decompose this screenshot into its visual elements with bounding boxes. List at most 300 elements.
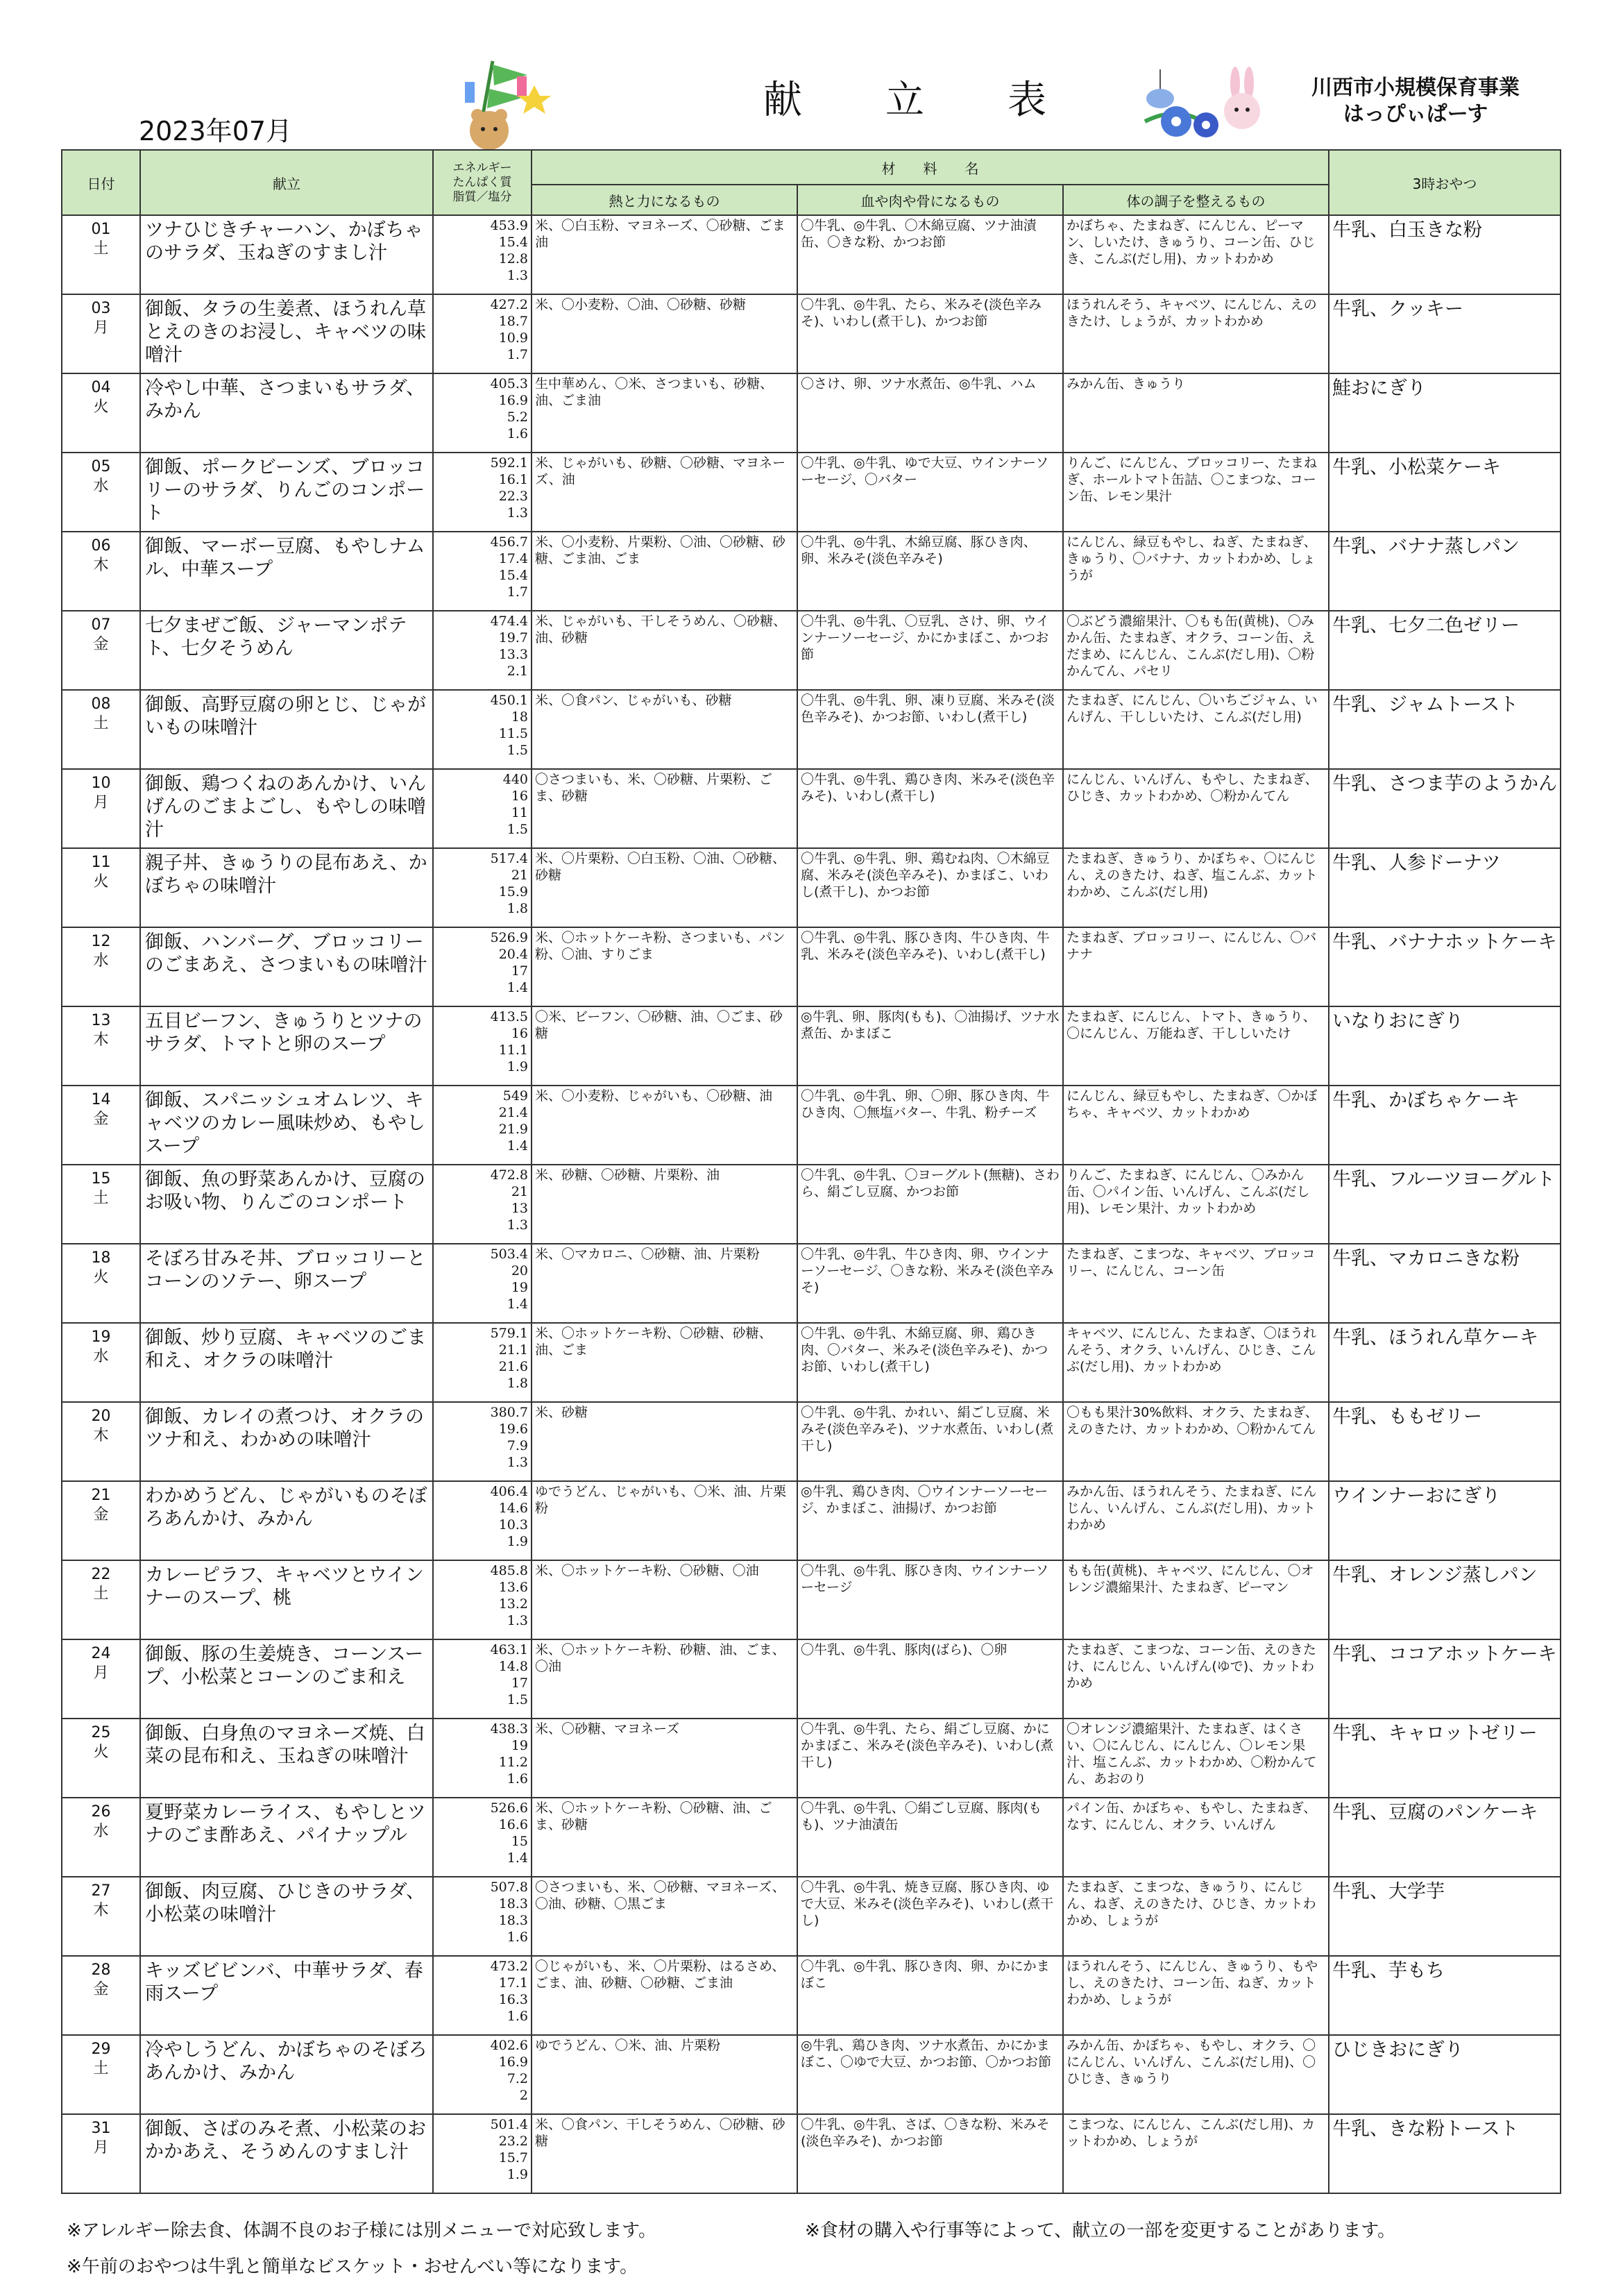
body-food-cell: ほうれんそう、キャベツ、にんじん、えのきたけ、しょうが、カットわかめ <box>1063 294 1329 373</box>
table-row <box>62 2035 1561 2114</box>
salt-value: 1.6 <box>507 2009 528 2024</box>
nutrition-cell <box>433 1244 532 1323</box>
fat-value: 15.4 <box>498 568 528 583</box>
fat-value: 18.3 <box>498 1913 528 1928</box>
tanabata-illustration <box>451 54 569 151</box>
day-cell <box>62 769 140 848</box>
energy-food-cell: 生中華めん、〇米、さつまいも、砂糖、油、ごま油 <box>532 373 797 453</box>
protein-value: 19 <box>511 1738 528 1753</box>
fat-value: 21.6 <box>498 1359 528 1374</box>
rabbit-morning-glory-illustration <box>1124 56 1270 146</box>
menu-cell: 御飯、ポークビーンズ、ブロッコリーのサラダ、りんごのコンポート <box>140 453 433 532</box>
nutrition-cell <box>433 1798 532 1877</box>
day-number: 29 <box>91 2041 111 2058</box>
body-food-cell: こまつな、にんじん、こんぶ(だし用)、カットわかめ、しょうが <box>1063 2114 1329 2193</box>
fat-value: 11.5 <box>498 726 528 741</box>
day-cell <box>62 1244 140 1323</box>
nutrition-cell <box>433 532 532 611</box>
header-blood-food: 血や肉や骨になるもの <box>797 185 1063 215</box>
protein-value: 19.6 <box>498 1421 528 1437</box>
day-cell <box>62 1006 140 1086</box>
note-morning-snack: ※午前のおやつは牛乳と簡単なビスケット・おせんべい等になります。 <box>67 2256 638 2277</box>
table-row <box>62 2114 1561 2193</box>
body-food-cell: かぼちゃ、たまねぎ、にんじん、ピーマン、しいたけ、きゅうり、コーン缶、ひじき、こんぶ(だし用)、カットわかめ <box>1063 215 1329 294</box>
snack-cell: 牛乳、クッキー <box>1329 294 1561 373</box>
nutrition-cell <box>433 294 532 373</box>
day-cell <box>62 532 140 611</box>
menu-table <box>61 149 1561 2194</box>
blood-food-cell: 〇牛乳、◎牛乳、〇木綿豆腐、ツナ油漬缶、〇きな粉、かつお節 <box>797 215 1063 294</box>
snack-cell: 牛乳、バナナホットケーキ <box>1329 927 1561 1006</box>
blood-food-cell: 〇牛乳、◎牛乳、豚ひき肉、ウインナーソーセージ <box>797 1560 1063 1639</box>
energy-food-cell: 米、〇砂糖、マヨネーズ <box>532 1719 797 1798</box>
menu-cell: カレーピラフ、キャベツとウインナーのスープ、桃 <box>140 1560 433 1639</box>
body-food-cell: ほうれんそう、にんじん、きゅうり、もやし、えのきたけ、コーン缶、ねぎ、カットわかめ、しょうが <box>1063 1956 1329 2035</box>
table-row <box>62 453 1561 532</box>
fat-value: 17 <box>511 963 528 979</box>
table-row <box>62 215 1561 294</box>
energy-food-cell: 米、砂糖、〇砂糖、片栗粉、油 <box>532 1165 797 1244</box>
table-row <box>62 1006 1561 1086</box>
blood-food-cell: 〇牛乳、◎牛乳、〇絹ごし豆腐、豚肉(もも)、ツナ油漬缶 <box>797 1798 1063 1877</box>
snack-cell: 牛乳、ココアホットケーキ <box>1329 1639 1561 1719</box>
snack-cell: 牛乳、オレンジ蒸しパン <box>1329 1560 1561 1639</box>
organization-name: 川西市小規模保育事業 はっぴぃぱーす <box>1311 76 1520 126</box>
day-number: 28 <box>91 1961 111 1979</box>
table-row <box>62 769 1561 848</box>
protein-value: 21 <box>511 868 528 883</box>
nutrition-cell <box>433 1006 532 1086</box>
blood-food-cell: 〇牛乳、◎牛乳、鶏ひき肉、米みそ(淡色辛みそ)、いわし(煮干し) <box>797 769 1063 848</box>
day-number: 31 <box>91 2120 111 2137</box>
salt-value: 1.3 <box>507 1455 528 1470</box>
energy-value: 474.4 <box>490 614 528 629</box>
menu-cell: 御飯、白身魚のマヨネーズ焼、白菜の昆布和え、玉ねぎの味噌汁 <box>140 1719 433 1798</box>
body-food-cell: 〇オレンジ濃縮果汁、たまねぎ、はくさい、〇にんじん、にんじん、〇レモン果汁、塩こんぶ、カットわかめ、〇粉かんてん、あおのり <box>1063 1719 1329 1798</box>
day-number: 27 <box>91 1882 111 1900</box>
energy-value: 473.2 <box>490 1959 528 1974</box>
protein-value: 15.4 <box>498 235 528 250</box>
day-number: 13 <box>91 1012 111 1029</box>
menu-cell: 御飯、高野豆腐の卵とじ、じゃがいもの味噌汁 <box>140 690 433 769</box>
nutrition-cell <box>433 690 532 769</box>
energy-food-cell: 米、〇白玉粉、マヨネーズ、〇砂糖、ごま油 <box>532 215 797 294</box>
day-cell <box>62 1402 140 1481</box>
energy-value: 549 <box>502 1088 528 1104</box>
month-label: 2023年07月 <box>139 116 293 146</box>
protein-value: 16.9 <box>498 2054 528 2070</box>
menu-cell: 御飯、炒り豆腐、キャベツのごま和え、オクラの味噌汁 <box>140 1323 433 1402</box>
table-row <box>62 927 1561 1006</box>
protein-value: 16 <box>511 788 528 804</box>
nutrition-cell <box>433 1402 532 1481</box>
body-food-cell: にんじん、緑豆もやし、たまねぎ、〇かぼちゃ、キャベツ、カットわかめ <box>1063 1086 1329 1165</box>
salt-value: 1.3 <box>507 505 528 521</box>
menu-cell: キッズビビンバ、中華サラダ、春雨スープ <box>140 1956 433 2035</box>
day-of-week: 土 <box>93 240 109 258</box>
salt-value: 1.4 <box>507 1297 528 1312</box>
nutrition-cell <box>433 1323 532 1402</box>
body-food-cell: にんじん、緑豆もやし、ねぎ、たまねぎ、きゅうり、〇バナナ、カットわかめ、しょうが <box>1063 532 1329 611</box>
table-row <box>62 1086 1561 1165</box>
fat-value: 7.9 <box>507 1438 528 1453</box>
protein-value: 16.9 <box>498 393 528 408</box>
nutrition-cell <box>433 453 532 532</box>
protein-value: 16.6 <box>498 1817 528 1832</box>
table-row <box>62 1481 1561 1560</box>
header-materials: 材 料 名 <box>532 150 1329 185</box>
page-title: 献 立 表 <box>763 78 1046 123</box>
fat-value: 17 <box>511 1675 528 1691</box>
snack-cell: 牛乳、人参ドーナツ <box>1329 848 1561 927</box>
table-row <box>62 373 1561 453</box>
fat-value: 16.3 <box>498 1992 528 2007</box>
day-cell <box>62 1323 140 1402</box>
table-row <box>62 1719 1561 1798</box>
snack-cell: ウインナーおにぎり <box>1329 1481 1561 1560</box>
note-changes: ※食材の購入や行事等によって、献立の一部を変更することがあります。 <box>805 2220 1396 2241</box>
header-energy-food: 熱と力になるもの <box>532 185 797 215</box>
blood-food-cell: 〇牛乳、◎牛乳、たら、米みそ(淡色辛みそ)、いわし(煮干し)、かつお節 <box>797 294 1063 373</box>
day-of-week: 木 <box>93 1427 109 1444</box>
salt-value: 1.3 <box>507 268 528 283</box>
day-of-week: 火 <box>93 873 109 890</box>
day-of-week: 月 <box>93 319 109 337</box>
energy-food-cell: 米、〇マカロニ、〇砂糖、油、片栗粉 <box>532 1244 797 1323</box>
day-number: 22 <box>91 1566 111 1583</box>
snack-cell: 牛乳、白玉きな粉 <box>1329 215 1561 294</box>
fat-value: 10.9 <box>498 330 528 346</box>
header-menu: 献立 <box>140 150 433 215</box>
salt-value: 1.3 <box>507 1217 528 1233</box>
day-of-week: 木 <box>93 1902 109 1919</box>
nutrition-cell <box>433 1877 532 1956</box>
day-of-week: 火 <box>93 1269 109 1286</box>
blood-food-cell: ◎牛乳、卵、豚肉(もも)、〇油揚げ、ツナ水煮缶、かまぼこ <box>797 1006 1063 1086</box>
fat-value: 21.9 <box>498 1122 528 1137</box>
blood-food-cell: 〇牛乳、◎牛乳、焼き豆腐、豚ひき肉、ゆで大豆、米みそ(淡色辛みそ)、いわし(煮干し) <box>797 1877 1063 1956</box>
day-of-week: 土 <box>93 1585 109 1603</box>
day-of-week: 水 <box>93 1823 109 1840</box>
energy-food-cell: 米、〇小麦粉、じゃがいも、〇砂糖、油 <box>532 1086 797 1165</box>
body-food-cell: たまねぎ、にんじん、トマト、きゅうり、〇にんじん、万能ねぎ、干ししいたけ <box>1063 1006 1329 1086</box>
energy-food-cell: 米、〇ホットケーキ粉、〇砂糖、〇油 <box>532 1560 797 1639</box>
fat-value: 7.2 <box>507 2071 528 2086</box>
nutrition-cell <box>433 1086 532 1165</box>
snack-cell: ひじきおにぎり <box>1329 2035 1561 2114</box>
day-number: 06 <box>91 537 111 555</box>
menu-cell: 五目ビーフン、きゅうりとツナのサラダ、トマトと卵のスープ <box>140 1006 433 1086</box>
nutrition-cell <box>433 1956 532 2035</box>
blood-food-cell: 〇牛乳、◎牛乳、〇豆乳、さけ、卵、ウインナーソーセージ、かにかまぼこ、かつお節 <box>797 611 1063 690</box>
snack-cell: 牛乳、キャロットゼリー <box>1329 1719 1561 1798</box>
day-number: 11 <box>91 854 111 871</box>
body-food-cell: たまねぎ、にんじん、〇いちごジャム、いんげん、干ししいたけ、こんぶ(だし用) <box>1063 690 1329 769</box>
blood-food-cell: 〇さけ、卵、ツナ水煮缶、◎牛乳、ハム <box>797 373 1063 453</box>
nutrition-cell <box>433 769 532 848</box>
day-cell <box>62 2035 140 2114</box>
day-of-week: 土 <box>93 2060 109 2077</box>
day-number: 05 <box>91 458 111 475</box>
table-row <box>62 1165 1561 1244</box>
energy-value: 485.8 <box>490 1563 528 1578</box>
day-number: 21 <box>91 1487 111 1504</box>
protein-value: 14.6 <box>498 1501 528 1516</box>
fat-value: 11.2 <box>498 1755 528 1770</box>
blood-food-cell: ◎牛乳、鶏ひき肉、ツナ水煮缶、かにかまぼこ、〇ゆで大豆、かつお節、〇かつお節 <box>797 2035 1063 2114</box>
body-food-cell: みかん缶、ほうれんそう、たまねぎ、にんじん、いんげん、こんぶ(だし用)、カットわかめ <box>1063 1481 1329 1560</box>
body-food-cell: たまねぎ、こまつな、きゅうり、にんじん、ねぎ、えのきたけ、ひじき、カットわかめ、しょうが <box>1063 1877 1329 1956</box>
energy-food-cell: 〇さつまいも、米、〇砂糖、マヨネーズ、〇油、砂糖、〇黒ごま <box>532 1877 797 1956</box>
nutrition-cell <box>433 1165 532 1244</box>
menu-cell: 御飯、魚の野菜あんかけ、豆腐のお吸い物、りんごのコンポート <box>140 1165 433 1244</box>
day-of-week: 木 <box>93 557 109 574</box>
page-header <box>0 0 1623 149</box>
fat-value: 13.2 <box>498 1596 528 1612</box>
energy-value: 413.5 <box>490 1009 528 1024</box>
energy-value: 526.6 <box>490 1800 528 1816</box>
protein-value: 18.3 <box>498 1896 528 1911</box>
day-cell <box>62 373 140 453</box>
nutrition-cell <box>433 1481 532 1560</box>
salt-value: 1.7 <box>507 584 528 600</box>
body-food-cell: みかん缶、かぼちゃ、もやし、オクラ、〇にんじん、いんげん、こんぶ(だし用)、〇ひじき、きゅうり <box>1063 2035 1329 2114</box>
blood-food-cell: 〇牛乳、◎牛乳、かれい、絹ごし豆腐、米みそ(淡色辛みそ)、ツナ水煮缶、いわし(煮干し) <box>797 1402 1063 1481</box>
blood-food-cell: 〇牛乳、◎牛乳、卵、鶏むね肉、〇木綿豆腐、米みそ(淡色辛みそ)、かまぼこ、いわし(煮干し)、かつお節 <box>797 848 1063 927</box>
energy-value: 427.2 <box>490 297 528 312</box>
snack-cell: 牛乳、大学芋 <box>1329 1877 1561 1956</box>
table-row <box>62 1323 1561 1402</box>
salt-value: 1.5 <box>507 1692 528 1707</box>
table-row <box>62 1798 1561 1877</box>
energy-food-cell: 〇米、ビーフン、〇砂糖、油、〇ごま、砂糖 <box>532 1006 797 1086</box>
energy-food-cell: 米、〇ホットケーキ粉、砂糖、油、ごま、〇油 <box>532 1639 797 1719</box>
menu-cell: 御飯、スパニッシュオムレツ、キャベツのカレー風味炒め、もやしスープ <box>140 1086 433 1165</box>
salt-value: 2.1 <box>507 664 528 679</box>
day-of-week: 金 <box>93 1981 109 1998</box>
protein-value: 20.4 <box>498 947 528 962</box>
menu-cell: ツナひじきチャーハン、かぼちゃのサラダ、玉ねぎのすまし汁 <box>140 215 433 294</box>
menu-cell: 御飯、肉豆腐、ひじきのサラダ、小松菜の味噌汁 <box>140 1877 433 1956</box>
blood-food-cell: 〇牛乳、◎牛乳、卵、凍り豆腐、米みそ(淡色辛みそ)、かつお節、いわし(煮干し) <box>797 690 1063 769</box>
nutrition-cell <box>433 2114 532 2193</box>
fat-value: 11.1 <box>498 1043 528 1058</box>
energy-value: 406.4 <box>490 1484 528 1499</box>
nutrition-cell <box>433 927 532 1006</box>
snack-cell: 牛乳、ももゼリー <box>1329 1402 1561 1481</box>
energy-value: 405.3 <box>490 376 528 391</box>
snack-cell: 牛乳、ほうれん草ケーキ <box>1329 1323 1561 1402</box>
header-date: 日付 <box>62 150 140 215</box>
table-row <box>62 611 1561 690</box>
energy-value: 463.1 <box>490 1642 528 1657</box>
day-number: 15 <box>91 1170 111 1188</box>
menu-cell: 御飯、タラの生姜煮、ほうれん草とえのきのお浸し、キャベツの味噌汁 <box>140 294 433 373</box>
day-cell <box>62 1798 140 1877</box>
fat-value: 15 <box>511 1834 528 1849</box>
energy-value: 453.9 <box>490 218 528 233</box>
protein-value: 21.4 <box>498 1105 528 1120</box>
day-of-week: 金 <box>93 1111 109 1128</box>
energy-food-cell: ゆでうどん、〇米、油、片栗粉 <box>532 2035 797 2114</box>
blood-food-cell: 〇牛乳、◎牛乳、豚ひき肉、牛ひき肉、牛乳、米みそ(淡色辛みそ)、いわし(煮干し) <box>797 927 1063 1006</box>
menu-cell: 御飯、ハンバーグ、ブロッコリーのごまあえ、さつまいもの味噌汁 <box>140 927 433 1006</box>
protein-value: 20 <box>511 1263 528 1278</box>
table-row <box>62 690 1561 769</box>
menu-cell: 七夕まぜご飯、ジャーマンポテト、七夕そうめん <box>140 611 433 690</box>
header-body-food: 体の調子を整えるもの <box>1063 185 1329 215</box>
fat-value: 13 <box>511 1201 528 1216</box>
menu-cell: 冷やし中華、さつまいもサラダ、みかん <box>140 373 433 453</box>
table-row <box>62 1877 1561 1956</box>
salt-value: 1.6 <box>507 1771 528 1787</box>
day-number: 12 <box>91 933 111 950</box>
menu-cell: 御飯、鶏つくねのあんかけ、いんげんのごまよごし、もやしの味噌汁 <box>140 769 433 848</box>
day-of-week: 火 <box>93 398 109 416</box>
protein-value: 16 <box>511 1026 528 1041</box>
day-number: 08 <box>91 695 111 713</box>
table-row <box>62 1244 1561 1323</box>
day-of-week: 月 <box>93 2139 109 2156</box>
salt-value: 1.6 <box>507 1930 528 1945</box>
menu-cell: 御飯、豚の生姜焼き、コーンスープ、小松菜とコーンのごま和え <box>140 1639 433 1719</box>
energy-food-cell: 米、じゃがいも、干しそうめん、〇砂糖、油、砂糖 <box>532 611 797 690</box>
body-food-cell: たまねぎ、ブロッコリー、にんじん、〇バナナ <box>1063 927 1329 1006</box>
day-cell <box>62 611 140 690</box>
day-cell <box>62 1481 140 1560</box>
protein-value: 21.1 <box>498 1342 528 1358</box>
blood-food-cell: 〇牛乳、◎牛乳、木綿豆腐、豚ひき肉、卵、米みそ(淡色辛みそ) <box>797 532 1063 611</box>
snack-cell: 牛乳、きな粉トースト <box>1329 2114 1561 2193</box>
day-number: 14 <box>91 1091 111 1108</box>
energy-value: 517.4 <box>490 851 528 866</box>
fat-value: 10.3 <box>498 1517 528 1533</box>
day-number: 03 <box>91 300 111 317</box>
salt-value: 1.4 <box>507 980 528 995</box>
energy-value: 402.6 <box>490 2038 528 2053</box>
energy-food-cell: 米、〇ホットケーキ粉、〇砂糖、油、ごま、砂糖 <box>532 1798 797 1877</box>
salt-value: 1.9 <box>507 1059 528 1074</box>
table-row <box>62 1639 1561 1719</box>
energy-food-cell: 米、〇小麦粉、片栗粉、〇油、〇砂糖、砂糖、ごま油、ごま <box>532 532 797 611</box>
day-cell <box>62 690 140 769</box>
day-of-week: 木 <box>93 1031 109 1049</box>
nutrition-cell <box>433 1639 532 1719</box>
energy-food-cell: 米、〇食パン、干しそうめん、〇砂糖、砂糖 <box>532 2114 797 2193</box>
day-number: 20 <box>91 1408 111 1425</box>
fat-value: 11 <box>511 805 528 820</box>
energy-value: 507.8 <box>490 1880 528 1895</box>
nutrition-cell <box>433 848 532 927</box>
blood-food-cell: 〇牛乳、◎牛乳、ゆで大豆、ウインナーソーセージ、〇バター <box>797 453 1063 532</box>
snack-cell: 牛乳、かぼちゃケーキ <box>1329 1086 1561 1165</box>
fat-value: 19 <box>511 1280 528 1295</box>
nutrition-cell <box>433 611 532 690</box>
energy-value: 592.1 <box>490 455 528 471</box>
day-number: 10 <box>91 775 111 792</box>
salt-value: 1.3 <box>507 1613 528 1628</box>
energy-value: 438.3 <box>490 1721 528 1737</box>
protein-value: 17.1 <box>498 1975 528 1991</box>
day-number: 24 <box>91 1645 111 1662</box>
body-food-cell: たまねぎ、きゅうり、かぼちゃ、〇にんじん、えのきたけ、ねぎ、塩こんぶ、カットわかめ、こんぶ(だし用) <box>1063 848 1329 927</box>
energy-food-cell: 米、砂糖 <box>532 1402 797 1481</box>
table-row <box>62 1956 1561 2035</box>
energy-value: 440 <box>502 772 528 787</box>
table-row <box>62 1402 1561 1481</box>
protein-value: 17.4 <box>498 551 528 566</box>
header-nutrition: エネルギー たんぱく質 脂質／塩分 <box>433 150 532 215</box>
blood-food-cell: 〇牛乳、◎牛乳、豚肉(ばら)、〇卵 <box>797 1639 1063 1719</box>
energy-food-cell: 米、〇ホットケーキ粉、さつまいも、パン粉、〇油、すりごま <box>532 927 797 1006</box>
energy-food-cell: 米、〇片栗粉、〇白玉粉、〇油、〇砂糖、砂糖 <box>532 848 797 927</box>
fat-value: 15.9 <box>498 884 528 900</box>
day-cell <box>62 1719 140 1798</box>
day-cell <box>62 215 140 294</box>
day-cell <box>62 2114 140 2193</box>
salt-value: 1.9 <box>507 1534 528 1549</box>
body-food-cell: にんじん、いんげん、もやし、たまねぎ、ひじき、カットわかめ、〇粉かんてん <box>1063 769 1329 848</box>
salt-value: 2 <box>519 2088 528 2103</box>
energy-food-cell: 米、〇ホットケーキ粉、〇砂糖、砂糖、油、ごま <box>532 1323 797 1402</box>
day-of-week: 水 <box>93 952 109 970</box>
day-of-week: 土 <box>93 1190 109 1207</box>
blood-food-cell: 〇牛乳、◎牛乳、卵、〇卵、豚ひき肉、牛ひき肉、〇無塩バター、牛乳、粉チーズ <box>797 1086 1063 1165</box>
energy-value: 472.8 <box>490 1167 528 1183</box>
body-food-cell: りんご、たまねぎ、にんじん、〇みかん缶、〇パイン缶、いんげん、こんぶ(だし用)、レモン果汁、カットわかめ <box>1063 1165 1329 1244</box>
nutrition-cell <box>433 215 532 294</box>
body-food-cell: もも缶(黄桃)、キャベツ、にんじん、〇オレンジ濃縮果汁、たまねぎ、ピーマン <box>1063 1560 1329 1639</box>
protein-value: 13.6 <box>498 1580 528 1595</box>
blood-food-cell: ◎牛乳、鶏ひき肉、〇ウインナーソーセージ、かまぼこ、油揚げ、かつお節 <box>797 1481 1063 1560</box>
protein-value: 18 <box>511 709 528 725</box>
menu-cell: 親子丼、きゅうりの昆布あえ、かぼちゃの味噌汁 <box>140 848 433 927</box>
salt-value: 1.6 <box>507 426 528 441</box>
fat-value: 22.3 <box>498 489 528 504</box>
blood-food-cell: 〇牛乳、◎牛乳、たら、絹ごし豆腐、かにかまぼこ、米みそ(淡色辛みそ)、いわし(煮干し) <box>797 1719 1063 1798</box>
day-cell <box>62 927 140 1006</box>
day-cell <box>62 1086 140 1165</box>
day-of-week: 土 <box>93 715 109 732</box>
snack-cell: 鮭おにぎり <box>1329 373 1561 453</box>
day-number: 04 <box>91 379 111 396</box>
energy-food-cell: 米、じゃがいも、砂糖、〇砂糖、マヨネーズ、油 <box>532 453 797 532</box>
day-number: 18 <box>91 1249 111 1267</box>
day-cell <box>62 1877 140 1956</box>
menu-cell: 御飯、マーボー豆腐、もやしナムル、中華スープ <box>140 532 433 611</box>
blood-food-cell: 〇牛乳、◎牛乳、木綿豆腐、卵、鶏ひき肉、〇バター、米みそ(淡色辛みそ)、かつお節、いわし(煮干し) <box>797 1323 1063 1402</box>
snack-cell: 牛乳、芋もち <box>1329 1956 1561 2035</box>
energy-food-cell: 〇じゃがいも、米、〇片栗粉、はるさめ、ごま、油、砂糖、〇砂糖、ごま油 <box>532 1956 797 2035</box>
day-of-week: 火 <box>93 1744 109 1761</box>
body-food-cell: 〇ぶどう濃縮果汁、〇もも缶(黄桃)、〇みかん缶、たまねぎ、オクラ、コーン缶、えだまめ、にんじん、こんぶ(だし用)、〇粉かんてん、パセリ <box>1063 611 1329 690</box>
day-cell <box>62 294 140 373</box>
fat-value: 5.2 <box>507 410 528 425</box>
fat-value: 15.7 <box>498 2150 528 2166</box>
day-cell <box>62 848 140 927</box>
table-row <box>62 294 1561 373</box>
body-food-cell: みかん缶、きゅうり <box>1063 373 1329 453</box>
salt-value: 1.4 <box>507 1850 528 1866</box>
day-number: 26 <box>91 1803 111 1821</box>
snack-cell: 牛乳、ジャムトースト <box>1329 690 1561 769</box>
protein-value: 21 <box>511 1184 528 1199</box>
day-of-week: 金 <box>93 636 109 653</box>
energy-value: 456.7 <box>490 534 528 550</box>
day-cell <box>62 453 140 532</box>
snack-cell: 牛乳、バナナ蒸しパン <box>1329 532 1561 611</box>
table-row <box>62 848 1561 927</box>
